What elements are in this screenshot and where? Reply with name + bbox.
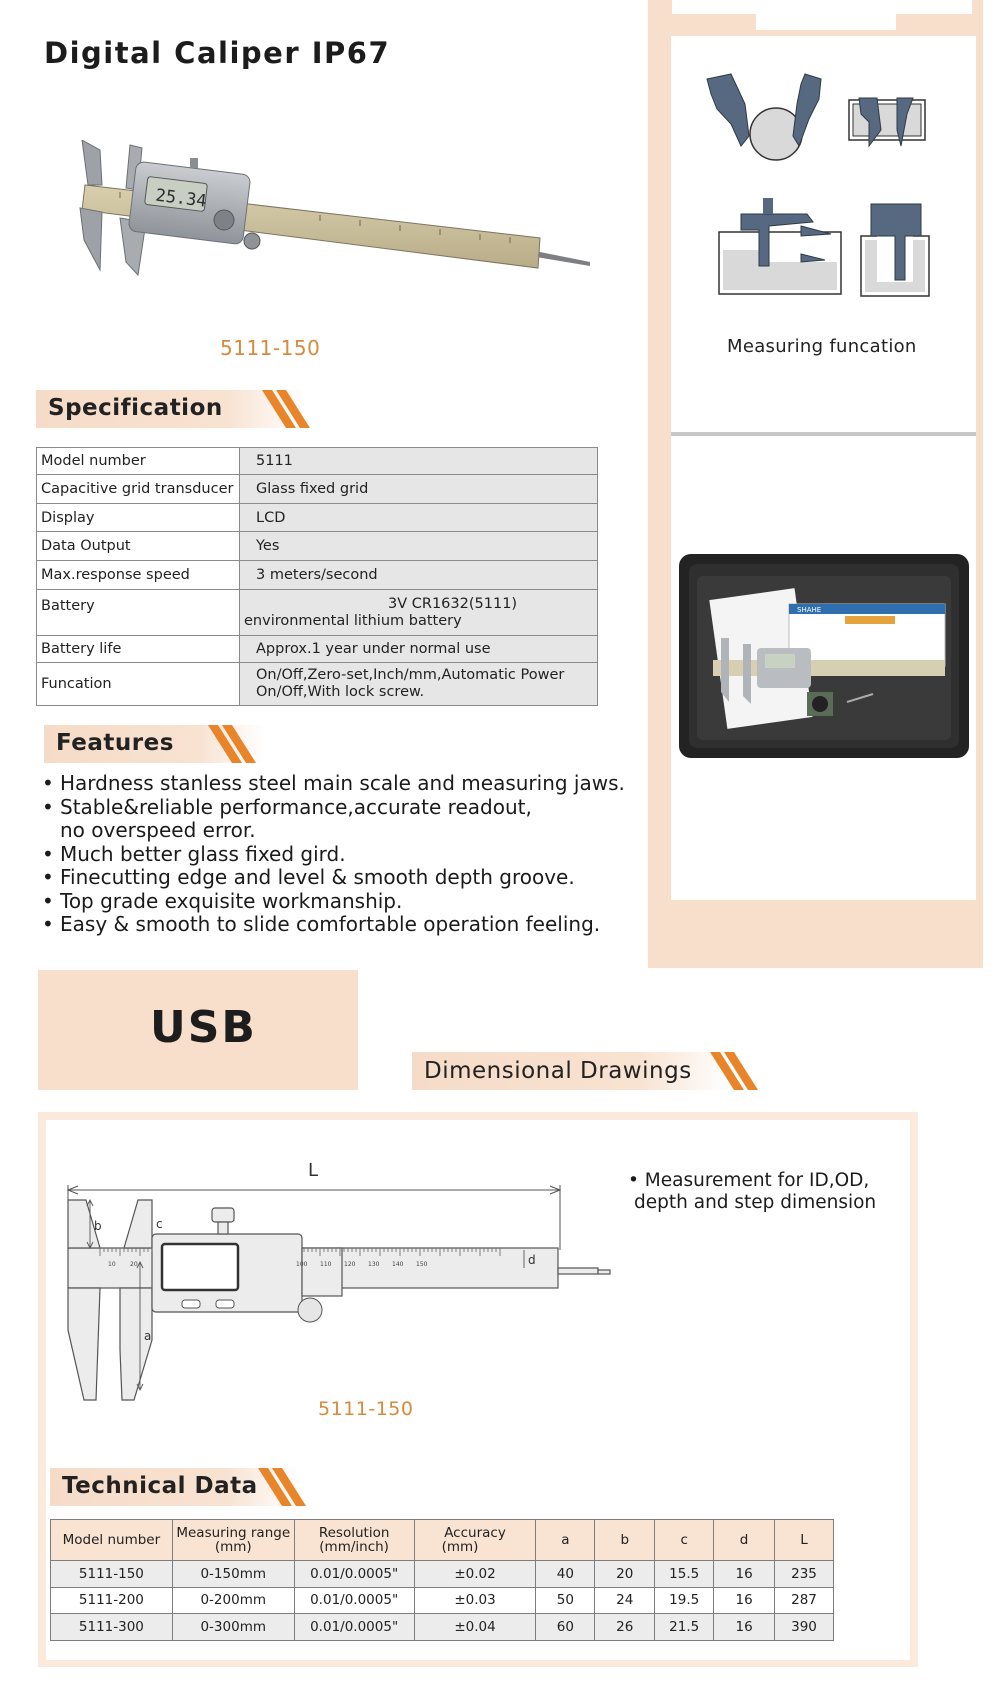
spec-value-function xyxy=(240,663,598,706)
dim-label-b: b xyxy=(94,1219,102,1233)
dim-label-d: d xyxy=(528,1253,536,1267)
tech-cell: 0-300mm xyxy=(172,1614,294,1641)
spec-value-line: On/Off,With lock screw. xyxy=(256,684,425,700)
header-unit: (mm) xyxy=(214,1539,252,1555)
tech-cell: 15.5 xyxy=(655,1561,714,1588)
measuring-function-caption: Measuring funcation xyxy=(727,336,917,357)
table-row xyxy=(51,1587,834,1614)
spec-label: Data Output xyxy=(37,532,240,561)
box-brand-label: SHAHE xyxy=(797,606,822,614)
tech-cell: 235 xyxy=(775,1561,834,1588)
tech-header xyxy=(172,1520,294,1561)
spec-value-line: 3V CR1632(5111) xyxy=(388,595,518,612)
scale-number: 110 xyxy=(320,1261,332,1268)
measurement-note-line: depth and step dimension xyxy=(634,1192,877,1213)
tech-cell: 390 xyxy=(775,1614,834,1641)
header-text: Accuracy xyxy=(444,1525,506,1541)
note-text: Measurement for ID,OD, xyxy=(644,1170,870,1191)
tech-cell: 60 xyxy=(536,1614,595,1641)
tech-cell: 20 xyxy=(595,1561,655,1588)
feature-item-continuation xyxy=(42,819,642,843)
spec-label: Display xyxy=(37,504,240,532)
tech-cell: 24 xyxy=(595,1587,655,1614)
features-heading: Features xyxy=(56,730,174,756)
caliper-product-image xyxy=(60,140,600,310)
tech-cell: 5111-150 xyxy=(51,1561,173,1588)
tech-cell: 26 xyxy=(595,1614,655,1641)
page-title: Digital Caliper IP67 xyxy=(44,36,391,70)
caliper-case-image xyxy=(677,552,973,762)
spec-value-line: On/Off,Zero-set,Inch/mm,Automatic Power xyxy=(256,667,565,683)
spec-row xyxy=(37,663,598,706)
spec-row xyxy=(37,590,598,636)
spec-label: Max.response speed xyxy=(37,561,240,590)
tech-cell: 16 xyxy=(714,1614,775,1641)
measuring-function-diagram xyxy=(701,54,951,304)
feature-item: • Finecutting edge and level & smooth depth groove. xyxy=(42,866,642,890)
tech-header xyxy=(294,1520,414,1561)
measuring-function-card xyxy=(671,36,976,432)
spec-row xyxy=(37,636,598,663)
tech-header: b xyxy=(595,1520,655,1561)
scale-number: 140 xyxy=(392,1261,404,1268)
banner-chevron-icon xyxy=(208,725,268,763)
scale-number: 120 xyxy=(344,1261,356,1268)
specification-table xyxy=(36,447,598,706)
spec-row xyxy=(37,448,598,475)
drawing-model-caption: 5111-150 xyxy=(318,1398,414,1420)
tech-cell: 0-150mm xyxy=(172,1561,294,1588)
header-unit: (mm/inch) xyxy=(319,1539,389,1555)
caliper-display-reading: 25.34 xyxy=(154,185,208,212)
feature-item: • Easy & smooth to slide comfortable operation feeling. xyxy=(42,913,642,937)
spec-value: Yes xyxy=(240,532,598,561)
tech-cell: ±0.04 xyxy=(414,1614,536,1641)
tech-cell: 40 xyxy=(536,1561,595,1588)
scale-number: 20 xyxy=(130,1261,138,1268)
spec-row xyxy=(37,561,598,590)
packaging-card xyxy=(671,436,976,900)
spec-row xyxy=(37,475,598,504)
feature-item: • Stable&reliable performance,accurate readout, xyxy=(42,796,642,820)
spec-value: Approx.1 year under normal use xyxy=(240,636,598,663)
banner-chevron-icon xyxy=(710,1052,770,1090)
spec-label: Capacitive grid transducer xyxy=(37,475,240,504)
spec-label: Battery xyxy=(37,590,240,636)
dim-label-L: L xyxy=(308,1160,319,1181)
spec-value-battery xyxy=(240,590,598,636)
tech-cell: 0.01/0.0005" xyxy=(294,1587,414,1614)
top-white-strip xyxy=(672,0,972,14)
technical-header-row xyxy=(51,1520,834,1561)
product-model-caption: 5111-150 xyxy=(220,336,321,360)
usb-label: USB xyxy=(150,1002,257,1053)
spec-value-line: environmental lithium battery xyxy=(244,612,462,629)
measurement-note xyxy=(628,1170,876,1214)
dimensional-drawing xyxy=(60,1150,630,1410)
tech-cell: 0.01/0.0005" xyxy=(294,1614,414,1641)
spec-row xyxy=(37,532,598,561)
tech-header xyxy=(414,1520,536,1561)
spec-label: Funcation xyxy=(37,663,240,706)
dimensional-banner xyxy=(412,1052,732,1090)
spec-label: Model number xyxy=(37,448,240,475)
tech-header: d xyxy=(714,1520,775,1561)
tech-cell: ±0.02 xyxy=(414,1561,536,1588)
feature-item-text: no overspeed error. xyxy=(60,818,256,842)
features-list xyxy=(42,772,642,937)
feature-item: • Much better glass fixed gird. xyxy=(42,843,642,867)
spec-label: Battery life xyxy=(37,636,240,663)
tech-cell: 16 xyxy=(714,1587,775,1614)
spec-value: 3 meters/second xyxy=(240,561,598,590)
tech-cell: 19.5 xyxy=(655,1587,714,1614)
dim-label-c: c xyxy=(156,1217,163,1231)
scale-number: 10 xyxy=(108,1261,116,1268)
spec-value: Glass fixed grid xyxy=(240,475,598,504)
header-text: Model number xyxy=(62,1532,161,1548)
header-text: Resolution xyxy=(318,1525,390,1541)
measurement-note-line: • Measurement for ID,OD, xyxy=(628,1170,870,1191)
feature-item: • Hardness stanless steel main scale and measuring jaws. xyxy=(42,772,642,796)
header-unit: (mm) xyxy=(441,1539,479,1555)
table-row xyxy=(51,1561,834,1588)
spec-row xyxy=(37,504,598,532)
banner-chevron-icon xyxy=(258,1468,318,1506)
dim-label-a: a xyxy=(144,1329,152,1343)
technical-heading: Technical Data xyxy=(62,1473,258,1499)
spec-value: 5111 xyxy=(240,448,598,475)
tech-cell: 287 xyxy=(775,1587,834,1614)
table-row xyxy=(51,1614,834,1641)
scale-number: 130 xyxy=(368,1261,380,1268)
scale-number: 100 xyxy=(296,1261,308,1268)
tech-header: c xyxy=(655,1520,714,1561)
specification-heading: Specification xyxy=(48,395,223,421)
dimensional-heading: Dimensional Drawings xyxy=(424,1058,692,1084)
tech-cell: 0-200mm xyxy=(172,1587,294,1614)
tech-cell: 0.01/0.0005" xyxy=(294,1561,414,1588)
spec-value: LCD xyxy=(240,504,598,532)
tech-header: a xyxy=(536,1520,595,1561)
tech-cell: ±0.03 xyxy=(414,1587,536,1614)
tech-cell: 5111-200 xyxy=(51,1587,173,1614)
tech-cell: 16 xyxy=(714,1561,775,1588)
tech-header xyxy=(51,1520,173,1561)
header-text: Measuring range xyxy=(176,1525,291,1541)
banner-chevron-icon xyxy=(262,390,322,428)
tech-cell: 5111-300 xyxy=(51,1614,173,1641)
tech-header: L xyxy=(775,1520,834,1561)
scale-number: 150 xyxy=(416,1261,428,1268)
tech-cell: 21.5 xyxy=(655,1614,714,1641)
technical-table xyxy=(50,1519,834,1641)
tech-cell: 50 xyxy=(536,1587,595,1614)
top-white-notch xyxy=(756,14,896,30)
feature-item: • Top grade exquisite workmanship. xyxy=(42,890,642,914)
